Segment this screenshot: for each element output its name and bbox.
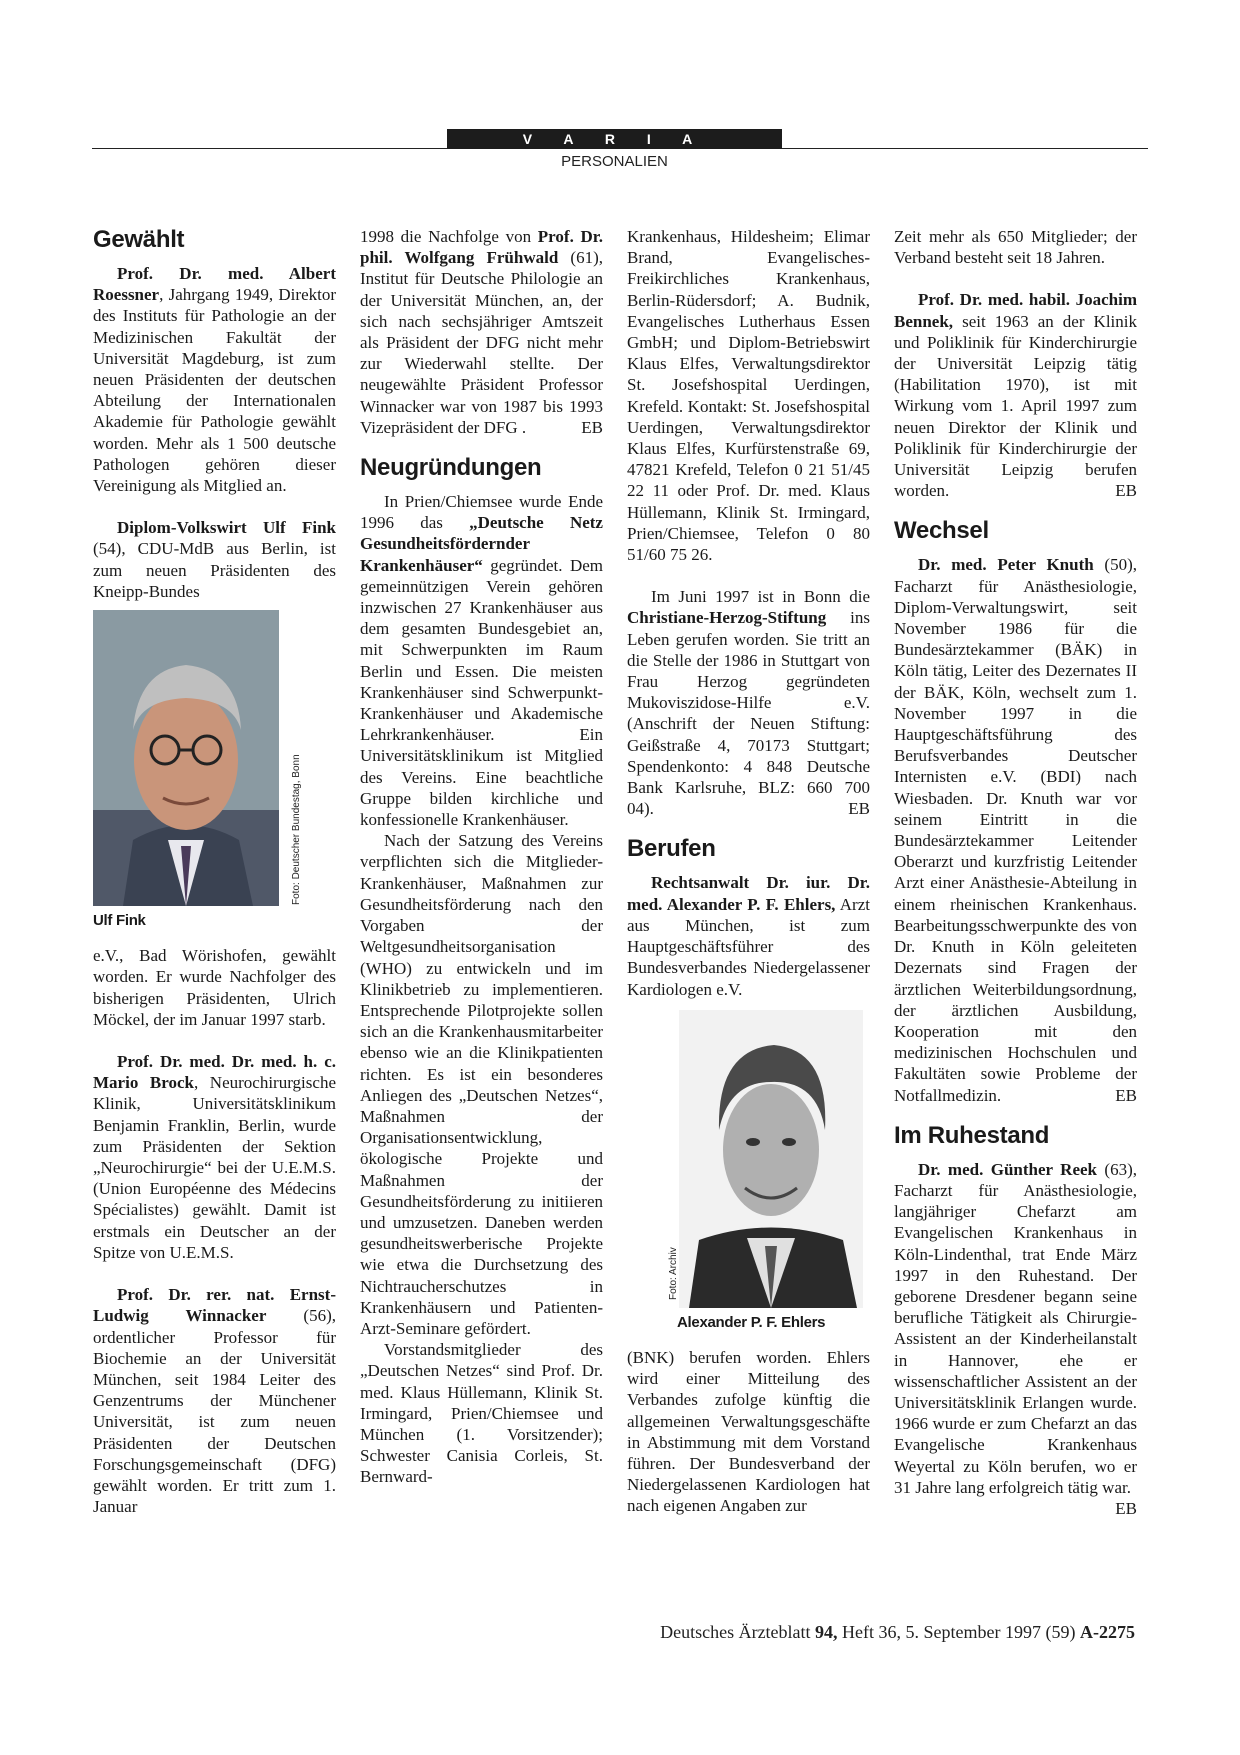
- page-number: A-2275: [1080, 1622, 1135, 1642]
- subsection-label: PERSONALIEN: [561, 153, 668, 170]
- heading-berufen: Berufen: [627, 835, 716, 863]
- article-herzog-stiftung: Im Juni 1997 ist in Bonn die Christiane-Herzog-Stiftung ins Leben gerufen worden. Sie tritt an die Stelle der 1986 in Stuttgart von Frau Herzog gegründeten Mukoviszidose-Hilfe e.V. (Anschrift der Neuen Stiftung: Geißstraße 4, 70173 Stuttgart; Spendenkonto: 4 848 Deutsche Bank Karlsruhe, BLZ: 660 700 04). EB: [627, 587, 870, 819]
- person-name: Prof. Dr. phil. Wolfgang Frühwald: [360, 227, 604, 268]
- article-netz-vorstand: Vorstandsmitglieder des „Deutschen Netzes“ sind Prof. Dr. med. Klaus Hüllemann, Klinik St. Irmingard, Prien/Chiemsee und München (1. Vorsitzender); Schwester Canisia Corleis, St. Bernward-: [360, 1340, 603, 1487]
- article-reek: Dr. med. Günther Reek (63), Facharzt für Anästhesiologie, langjähriger Chefarzt am Evangelischen Krankenhaus in Köln-Lindenthal, trat Ende März 1997 in den Ruhestand. Der geborene Dresdener begann seine berufliche Tätigkeit als Chirurgie-Assistent an der Kinderheilanstalt in Hannover, ehe er wissenschaftlicher Assistent an der Universitätsklinik Erlangen wurde. 1966 wurde er zum Chefarzt an das Evangelische Krankenhaus Weyertal zu Köln berufen, wo er 31 Jahre lang erfolgreich tätig war. EB: [894, 1159, 1137, 1518]
- photo-credit: Foto: Archiv: [668, 1246, 679, 1300]
- article-fink: Diplom-Volkswirt Ulf Fink (54), CDU-MdB aus Berlin, ist zum neuen Präsidenten des Kneipp-Bundes: [93, 518, 336, 601]
- author-signature: EB: [1115, 1085, 1137, 1105]
- heading-im-ruhestand: Im Ruhestand: [894, 1121, 1050, 1149]
- article-netz-satzung: Nach der Satzung des Vereins verpflichten sich die Mitglieder-Krankenhäuser, Maßnahmen zur Gesundheitsförderung nach den Vorgaben der Weltgesundheitsorganisation (WHO) zu entwickeln und im Klinikbetrieb zu implementieren. Entsprechende Pilotprojekte sollen sich an die Krankenhausmitarbeiter ebenso wie an die Klinikpatienten richten. Es ist ein besonderes Anliegen des „Deutschen Netzes“, Maßnahmen der Organisationsentwicklung, ökologische Projekte und Maßnahmen der Gesundheitsförderung zu initiieren und umzusetzen. Daneben werden gesundheitswerberische Projekte wie etwa die Durchsetzung des Nichtraucherschutzes in Krankenhäusern und Patienten-Arzt-Seminare gefördert.: [360, 831, 603, 1338]
- page-footer: Deutsches Ärzteblatt 94, Heft 36, 5. September 1997 (59) A-2275: [660, 1622, 1135, 1642]
- portrait-photo-fink: [93, 610, 302, 906]
- author-signature: EB: [1115, 1498, 1137, 1518]
- heading-gewaehlt: Gewählt: [93, 226, 185, 253]
- person-name: Prof. Dr. rer. nat. Ernst-Ludwig Winnacker: [93, 1285, 336, 1326]
- section-label: V A R I A: [447, 129, 782, 149]
- author-signature: EB: [848, 799, 870, 819]
- heading-wechsel: Wechsel: [894, 517, 989, 545]
- organization-name: „Deutsche Netz Gesundheitsfördernder Krankenhäuser“: [360, 513, 603, 575]
- article-brock: Prof. Dr. med. Dr. med. h. c. Mario Brock, Neurochirurgische Klinik, Universitätsklinikum Benjamin Franklin, Berlin, wurde zum Präsidenten der Sektion „Neurochirurgie“ bei der U.E.M.S. (Union Européenne des Médecins Spécialistes) gewählt. Damit ist erstmals ein Deutscher an der Spitze von U.E.M.S.: [93, 1052, 336, 1262]
- article-netz-continued: Krankenhaus, Hildesheim; Elimar Brand, Evangelisches-Freikirchliches Krankenhaus, Berlin-Rüdersdorf; A. Budnik, Evangelisches Lutherhaus Essen GmbH; und Diplom-Betriebswirt Klaus Elfes, Verwaltungsdirektor St. Josefshospital Uerdingen, Krefeld. Kontakt: St. Josefshospital Uerdingen, Verwaltungsdirektor Klaus Elfes, Kurfürstenstraße 69, 47821 Krefeld, Telefon 0 21 51/45 22 11 oder Prof. Dr. med. Klaus Hüllemann, Klinik St. Irmingard, Prien/Chiemsee, Telefon 0 80 51/60 75 26.: [627, 227, 870, 565]
- article-ehlers-end: Zeit mehr als 650 Mitglieder; der Verband besteht seit 18 Jahren.: [894, 227, 1137, 268]
- heading-neugruendungen: Neugründungen: [360, 454, 542, 482]
- portrait-photo-ehlers: [668, 1010, 863, 1308]
- article-fink-continued: e.V., Bad Wörishofen, gewählt worden. Er wurde Nachfolger des bisherigen Präsidenten, Ulrich Möckel, der im Januar 1997 starb.: [93, 946, 336, 1029]
- author-signature: EB: [581, 417, 603, 437]
- column-1: [93, 226, 336, 1517]
- column-4: [894, 226, 1137, 1519]
- article-netz: In Prien/Chiemsee wurde Ende 1996 das „Deutsche Netz Gesundheitsfördernder Krankenhäuser“ gegründet. Dem gemeinnützigen Verein gehören inzwischen 27 Krankenhäuser aus dem gesamten Bundesgebiet an, mit Schwerpunkten im Raum Berlin und Essen. Die meisten Krankenhäuser sind Schwerpunkt-Krankenhäuser und Akademische Lehrkrankenhäuser. Ein Universitätsklinikum ist Mitglied des Vereins. Eine beachtliche Gruppe bilden kirchliche und konfessionelle Krankenhäuser.: [360, 492, 603, 830]
- article-winnacker: Prof. Dr. rer. nat. Ernst-Ludwig Winnacker (56), ordentlicher Professor für Biochemie an der Universität München, seit 1984 Leiter des Genzentrums der Münchener Universität, ist zum neuen Präsidenten der Deutschen Forschungsgemeinschaft (DFG) gewählt worden. Er tritt zum 1. Januar: [93, 1285, 336, 1517]
- person-name: Prof. Dr. med. habil. Joachim Bennek,: [894, 290, 1137, 331]
- article-roessner: Prof. Dr. med. Albert Roessner, Jahrgang 1949, Direktor des Instituts für Pathologie an der Medizinischen Fakultät der Universität Magdeburg, ist zum neuen Präsidenten der deutschen Abteilung der Internationalen Akademie für Pathologie gewählt worden. Mehr als 1 500 deutsche Pathologen gehören dieser Vereinigung als Mitglied an.: [93, 264, 336, 496]
- column-3: [627, 226, 870, 1517]
- article-ehlers: Rechtsanwalt Dr. iur. Dr. med. Alexander P. F. Ehlers, Arzt aus München, ist zum Hauptgeschäftsführer des Bundesverbandes Niedergelassener Kardiologen e.V.: [627, 873, 870, 999]
- person-name: Dr. med. Peter Knuth: [918, 555, 1094, 575]
- photo-caption: Alexander P. F. Ehlers: [677, 1313, 826, 1331]
- article-knuth: Dr. med. Peter Knuth (50), Facharzt für Anästhesiologie, Diplom-Verwaltungswirt, seit November 1986 für die Bundesärztekammer (BÄK) in Köln tätig, Leiter des Dezernates II der BÄK, Köln, wechselt zum 1. November 1997 in die Hauptgeschäftsführung des Berufsverbandes Deutscher Internisten e.V. (BDI) nach Wiesbaden. Dr. Knuth war vor seinem Eintritt in die Bundesärztekammer Leitender Oberarzt und kurzfristig Leitender Arzt einer Anästhesie-Abteilung in einem rheinischen Krankenhaus. Bearbeitungsschwerpunkte des von Dr. Knuth in Köln geleiteten Dezernats sind Fragen der ärztlichen Weiterbildungsordnung, der ärztlichen Ausbildung, Kooperation mit den medizinischen Hochschulen und Fakultäten sowie Probleme der Notfallmedizin. EB: [894, 555, 1137, 1105]
- person-name: Prof. Dr. med. Dr. med. h. c. Mario Brock: [93, 1052, 336, 1093]
- column-2: [360, 226, 603, 1488]
- person-name: Prof. Dr. med. Albert Roessner: [93, 264, 336, 305]
- person-name: Rechtsanwalt Dr. iur. Dr. med. Alexander P. F. Ehlers,: [627, 873, 870, 914]
- article-winnacker-continued: 1998 die Nachfolge von Prof. Dr. phil. Wolfgang Frühwald (61), Institut für Deutsche Philologie an der Universität München, an, der sich nach sechsjähriger Amtszeit als Präsident der DFG nicht mehr zur Wiederwahl stellte. Der neugewählte Präsident Professor Winnacker war von 1987 bis 1993 Vizepräsident der DFG . EB: [360, 227, 604, 437]
- person-name: Diplom-Volkswirt Ulf Fink: [117, 518, 336, 538]
- volume-number: 94,: [815, 1622, 838, 1642]
- author-signature: EB: [1115, 481, 1137, 501]
- article-bennek: Prof. Dr. med. habil. Joachim Bennek, seit 1963 an der Klinik und Poliklinik für Kinderchirurgie der Universität Leipzig tätig (Habilitation 1970), ist mit Wirkung vom 1. April 1997 zum neuen Direktor der Klinik und Poliklinik für Kinderchirurgie der Universität Leipzig berufen worden. EB: [894, 290, 1137, 501]
- person-name: Dr. med. Günther Reek: [918, 1159, 1098, 1179]
- article-ehlers-continued: (BNK) berufen worden. Ehlers wird einer Mitteilung des Verbandes zufolge künftig die allgemeinen Verwaltungsgeschäfte in Abstimmung mit dem Vorstand führen. Der Bundesverband der Niedergelassenen Kardiologen hat nach eigenen Angaben zur: [627, 1347, 870, 1516]
- photo-credit: Foto: Deutscher Bundestag, Bonn: [291, 754, 302, 906]
- photo-caption: Ulf Fink: [93, 912, 146, 930]
- organization-name: Christiane-Herzog-Stiftung: [627, 608, 827, 628]
